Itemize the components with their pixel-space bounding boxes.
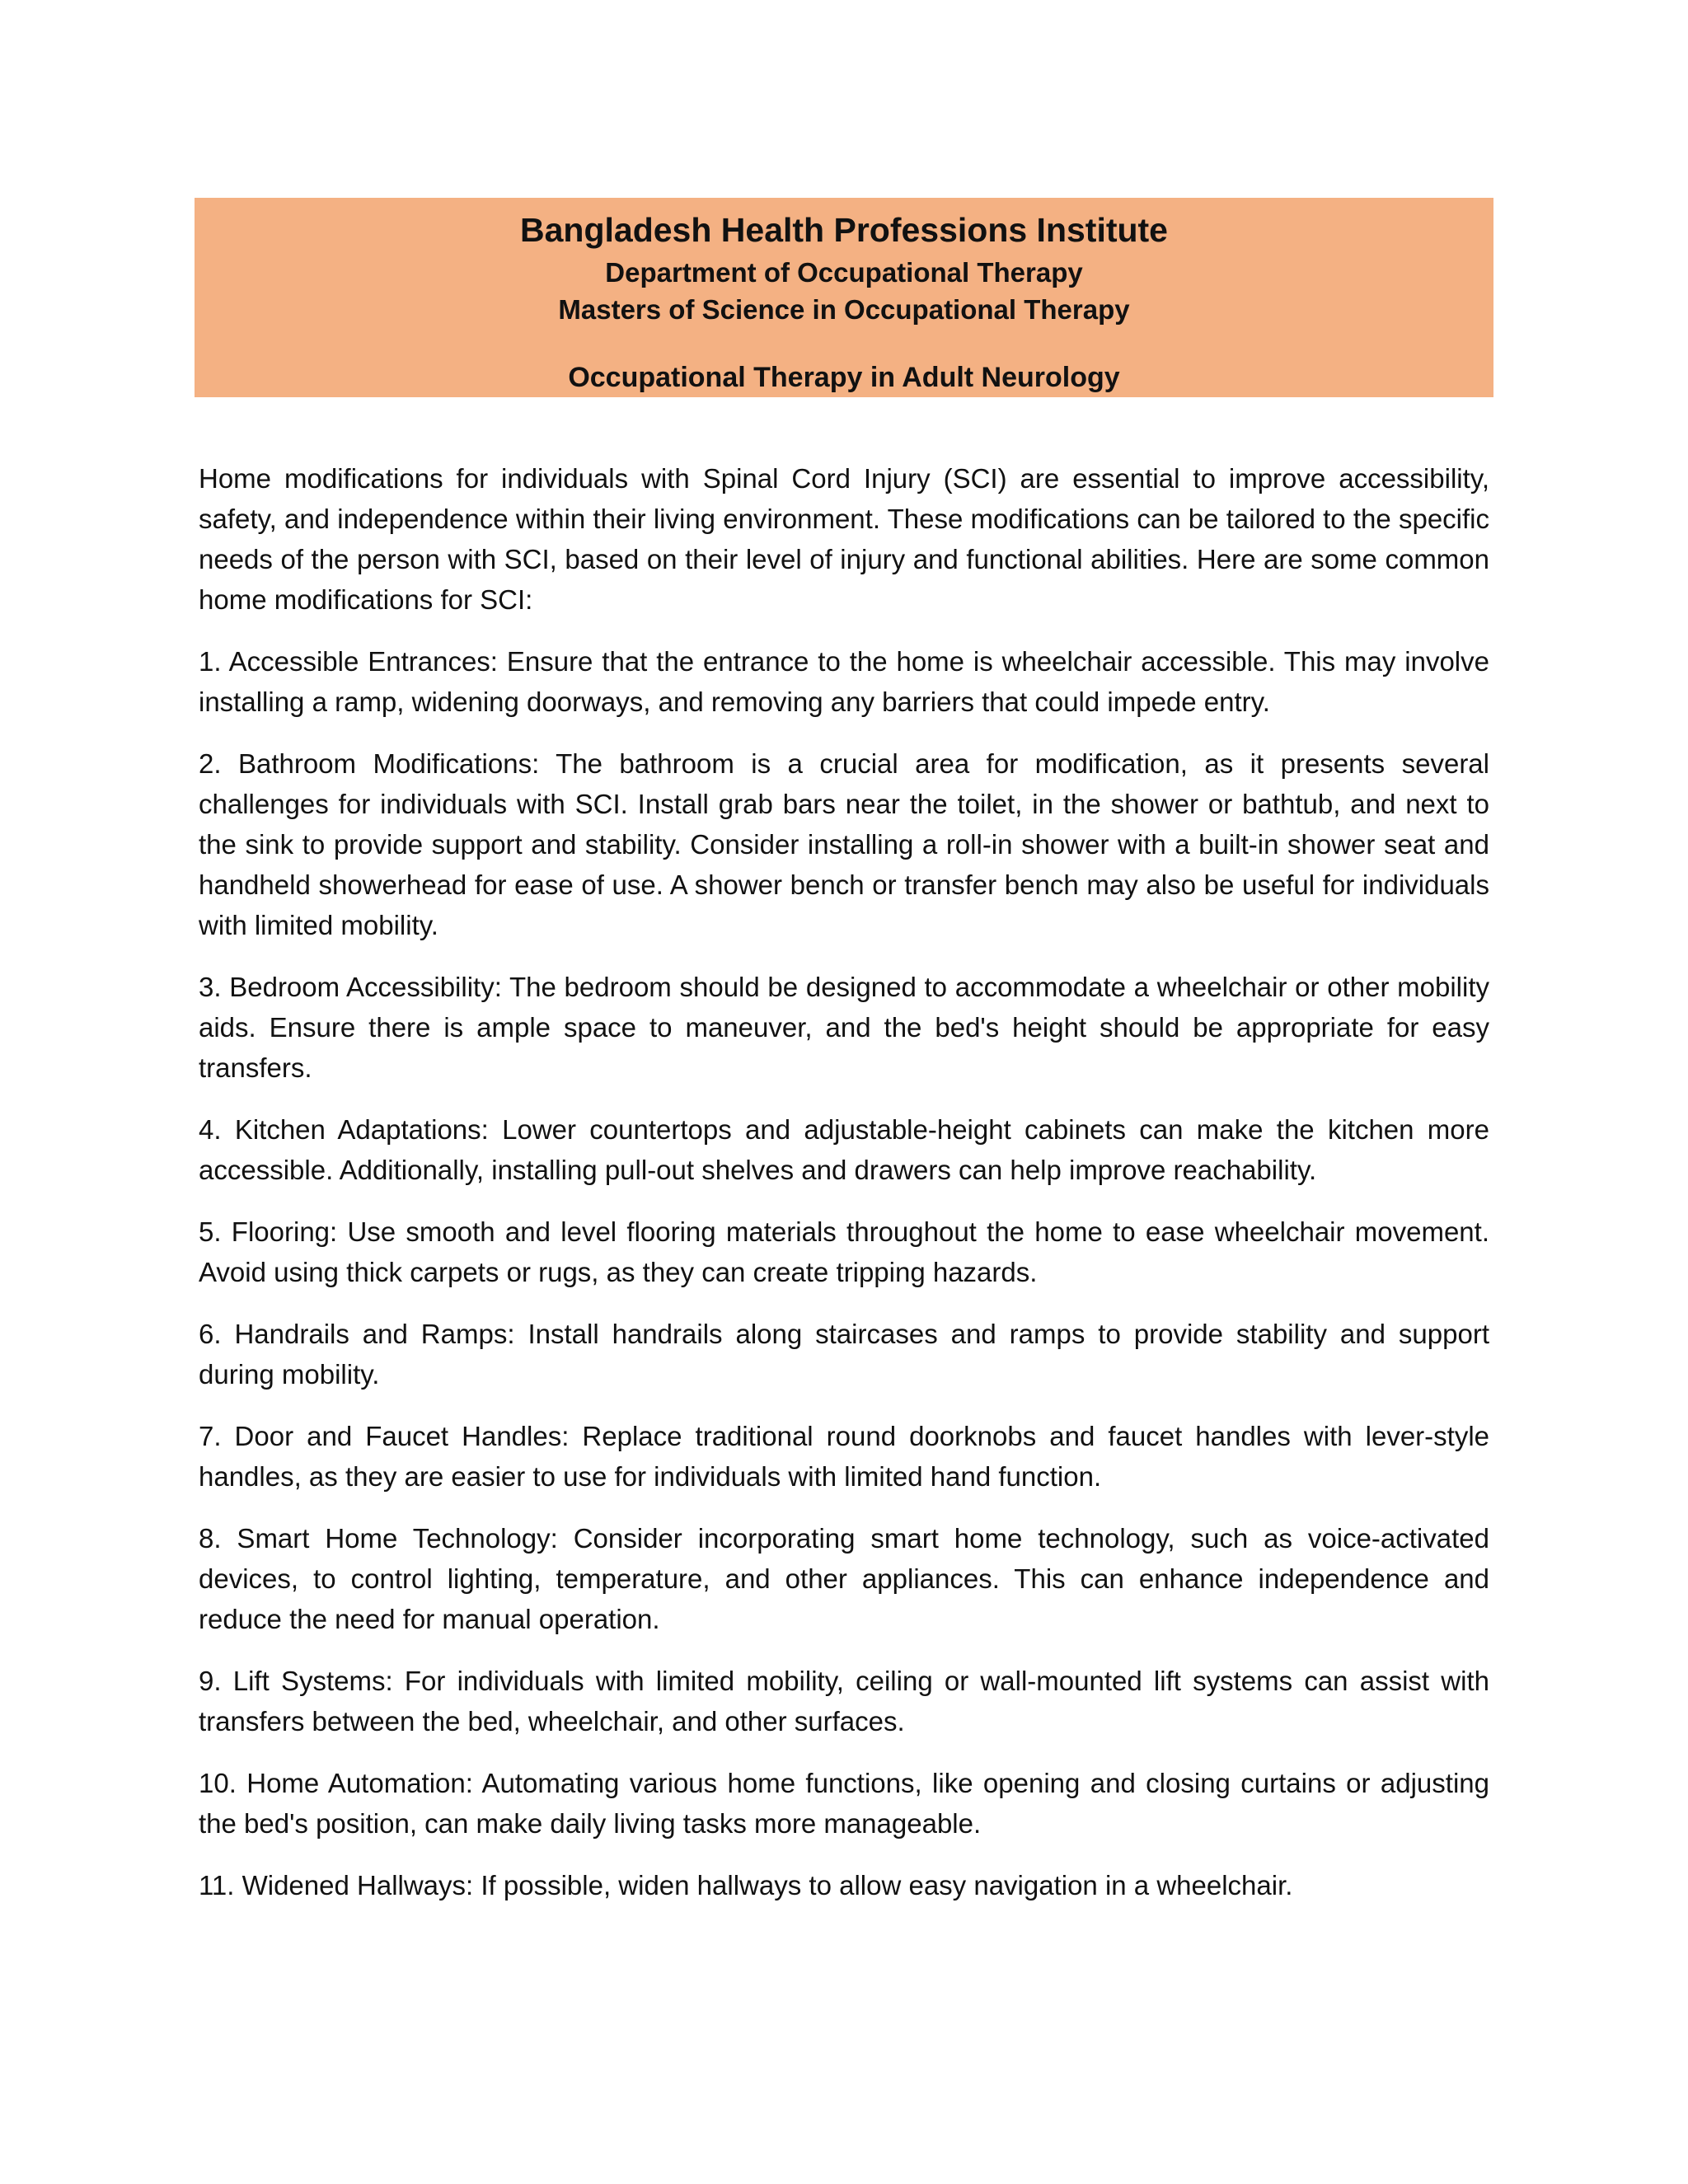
list-item: 3. Bedroom Accessibility: The bedroom should be designed to accommodate a wheelchair or other mobility aids. Ensure there is ample space to maneuver, and the bed's height should be appropriate for easy transfers. — [199, 972, 1489, 1083]
institution-name: Bangladesh Health Professions Institute — [520, 211, 1168, 249]
department-name: Department of Occupational Therapy — [605, 257, 1083, 288]
document-body — [199, 458, 1489, 1927]
list-item: 7. Door and Faucet Handles: Replace traditional round doorknobs and faucet handles with lever-style handles, as they are easier to use for individuals with limited hand function. — [199, 1421, 1489, 1492]
list-item: 11. Widened Hallways: If possible, widen hallways to allow easy navigation in a wheelchair. — [199, 1870, 1293, 1900]
intro-paragraph: Home modifications for individuals with Spinal Cord Injury (SCI) are essential to improve accessibility, safety, and independence within their living environment. These modifications can be tailored to the specific needs of the person with SCI, based on their level of injury and functional abilities. Here are some common home modifications for SCI: — [199, 463, 1489, 615]
list-item: 9. Lift Systems: For individuals with limited mobility, ceiling or wall-mounted lift systems can assist with transfers between the bed, wheelchair, and other surfaces. — [199, 1666, 1489, 1736]
list-item: 1. Accessible Entrances: Ensure that the entrance to the home is wheelchair accessible. This may involve installing a ramp, widening doorways, and removing any barriers that could impede entry. — [199, 646, 1489, 717]
course-title: Occupational Therapy in Adult Neurology — [568, 362, 1120, 393]
list-item: 2. Bathroom Modifications: The bathroom is a crucial area for modification, as it presents several challenges for individuals with SCI. Install grab bars near the toilet, in the shower or bathtub, and next to the sink to provide support and stability. Consider installing a roll-in shower with a built-in shower seat and handheld showerhead for ease of use. A shower bench or transfer bench may also be useful for individuals with limited mobility. — [199, 748, 1489, 940]
list-item: 4. Kitchen Adaptations: Lower countertops and adjustable-height cabinets can make the kitchen more accessible. Additionally, installing pull-out shelves and drawers can help improve reachability. — [199, 1114, 1489, 1185]
list-item: 5. Flooring: Use smooth and level flooring materials throughout the home to ease wheelchair movement. Avoid using thick carpets or rugs, as they can create tripping hazards. — [199, 1216, 1489, 1287]
list-item: 6. Handrails and Ramps: Install handrails along staircases and ramps to provide stability and support during mobility. — [199, 1319, 1489, 1390]
header-banner — [195, 198, 1493, 397]
list-item: 8. Smart Home Technology: Consider incorporating smart home technology, such as voice-activated devices, to control lighting, temperature, and other appliances. This can enhance independence and reduce the need for manual operation. — [199, 1523, 1489, 1634]
program-name: Masters of Science in Occupational Therapy — [558, 294, 1130, 325]
list-item: 10. Home Automation: Automating various home functions, like opening and closing curtains or adjusting the bed's position, can make daily living tasks more manageable. — [199, 1768, 1489, 1839]
